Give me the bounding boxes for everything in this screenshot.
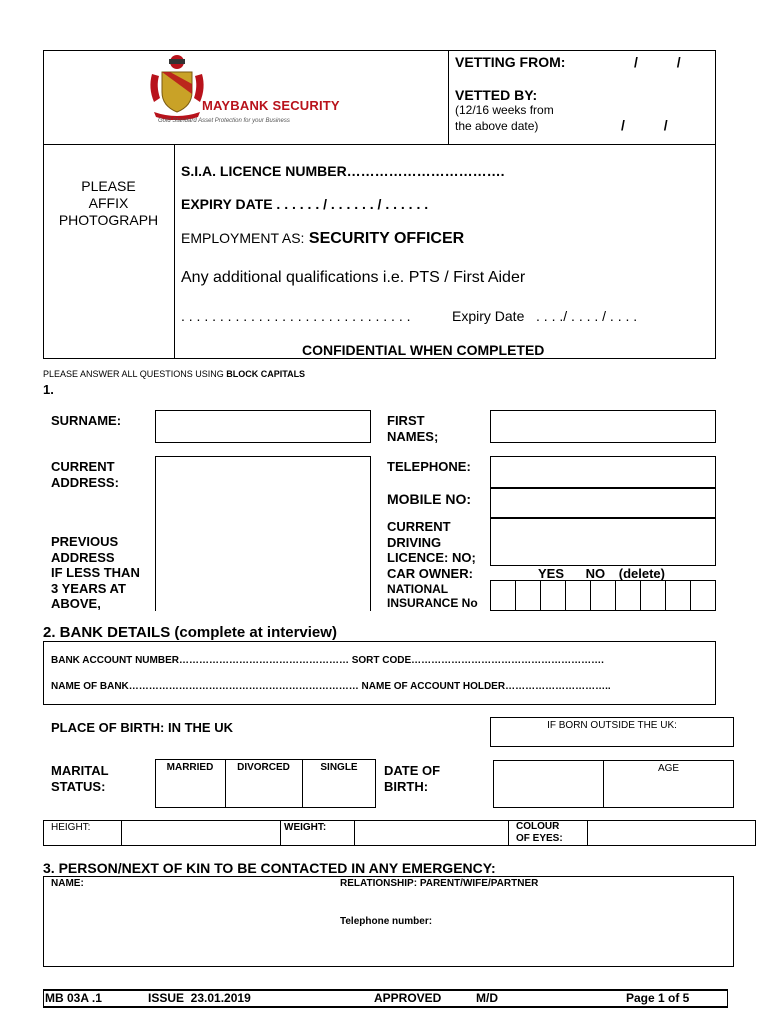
instructions-emphasis: BLOCK CAPITALS [226,369,306,379]
photo-line-3: PHOTOGRAPH [58,212,159,228]
vetted-by-label: VETTED BY: [455,87,538,103]
qualification-expiry[interactable]: Expiry Date . . . ./ . . . . / . . . . [452,308,638,324]
employment-role: SECURITY OFFICER [308,230,465,247]
marital-line-1: MARITAL [51,763,109,778]
qualification-dots[interactable]: . . . . . . . . . . . . . . . . . . . . . . . . . . . . . . [181,308,411,324]
confidential-notice: CONFIDENTIAL WHEN COMPLETED [302,342,545,358]
car-owner-label: CAR OWNER: [387,565,473,581]
approved-label: APPROVED [374,991,442,1005]
marital-line-2: STATUS: [51,778,106,794]
logo [146,54,346,134]
mobile-label: MOBILE NO: [387,491,471,507]
driving-licence-label [387,519,476,581]
driving-line-3: LICENCE: NO; [387,550,476,566]
first-names-line-1: FIRST [387,413,425,428]
current-address-line-1: CURRENT [51,459,115,474]
first-names-field[interactable] [490,410,716,443]
vetted-by-date: / / [621,117,668,133]
employment-prefix: EMPLOYMENT AS: [181,230,305,246]
photo-line-2: AFFIX [88,195,129,211]
bank-details-box [43,641,716,705]
vetted-by-note-1: (12/16 weeks from [455,103,554,117]
instructions [43,369,305,379]
eyes-line-1: COLOUR [516,821,560,832]
approved-by: M/D [476,991,498,1005]
section-3-title: 3. PERSON/NEXT OF KIN TO BE CONTACTED IN ANY EMERGENCY: [43,860,496,876]
driving-line-2: DRIVING [387,534,442,550]
licence-expiry-date[interactable]: EXPIRY DATE . . . . . . / . . . . . . / . . . . . . [181,196,429,212]
surname-label: SURNAME: [51,413,122,428]
car-owner-no[interactable]: NO [585,566,606,581]
first-names-line-2: NAMES; [387,428,439,444]
ni-line-1: NATIONAL [387,582,449,596]
ni-label [387,582,478,611]
emergency-relationship-label: RELATIONSHIP: PARENT/WIFE/PARTNER [340,878,539,889]
additional-qualifications: Any additional qualifications i.e. PTS / First Aider [181,269,526,286]
previous-address-label [51,534,140,612]
previous-line-3: IF LESS THAN [51,565,140,581]
instructions-prefix: PLEASE ANSWER ALL QUESTIONS USING [43,369,227,379]
eye-colour-field[interactable] [588,821,755,845]
date-of-birth-label [384,763,440,794]
ni-line-2: INSURANCE No [387,596,478,611]
maybank-crest-icon [146,54,208,120]
form-code: MB 03A .1 [45,991,102,1005]
mobile-field[interactable] [490,488,716,518]
eye-colour-label [516,821,563,845]
previous-line-4: 3 YEARS AT [51,580,126,596]
section-1-number: 1. [43,382,54,397]
page-number: Page 1 of 5 [626,991,690,1005]
previous-line-5: ABOVE, [51,596,101,612]
dob-line-1: DATE OF [384,763,441,778]
marital-divorced[interactable]: DIVORCED [237,762,290,773]
first-names-label [387,413,438,444]
section-2-title: 2. BANK DETAILS (complete at interview) [43,624,337,641]
sia-licence-number[interactable]: S.I.A. LICENCE NUMBER……………………………. [181,163,505,179]
employment-as [181,230,464,248]
photo-placeholder [43,178,174,229]
emergency-name-label: NAME: [51,878,84,889]
previous-line-2: ADDRESS [51,549,115,565]
height-label: HEIGHT: [51,822,91,833]
previous-line-1: PREVIOUS [51,534,119,549]
emergency-telephone-label: Telephone number: [340,916,433,927]
issue-date: ISSUE 23.01.2019 [148,991,251,1005]
surname-field[interactable] [155,410,371,443]
marital-married[interactable]: MARRIED [166,762,214,773]
current-address-label [51,459,119,490]
car-owner-delete: (delete) [618,566,665,581]
marital-single[interactable]: SINGLE [320,762,358,773]
born-outside-uk-label: IF BORN OUTSIDE THE UK: [547,720,677,731]
height-field[interactable] [122,821,279,845]
vetting-from-date: / / [634,54,681,70]
car-owner-options[interactable] [538,566,665,581]
place-of-birth: PLACE OF BIRTH: IN THE UK [51,720,233,735]
brand-tagline: Gold Standard Asset Protection for your Business [158,118,290,124]
vetted-by-note-2: the above date) [455,119,539,133]
telephone-field[interactable] [490,456,716,488]
age-label: AGE [657,763,680,774]
car-owner-yes[interactable]: YES [538,566,565,581]
telephone-label: TELEPHONE: [387,459,471,474]
driving-licence-field[interactable] [490,518,716,566]
current-address-line-2: ADDRESS: [51,474,119,490]
weight-label: WEIGHT: [284,822,327,833]
eyes-line-2: OF EYES: [516,833,563,844]
address-field[interactable] [155,456,371,611]
bank-account-line[interactable]: BANK ACCOUNT NUMBER…………………………………………… SORT CODE…………………………………………………. [51,655,604,666]
brand-name: MAYBANK SECURITY [202,98,340,113]
marital-status-label [51,763,109,794]
vetting-from-label: VETTING FROM: [455,54,566,70]
weight-field[interactable] [355,821,507,845]
ni-number-field[interactable] [490,580,716,611]
dob-line-2: BIRTH: [384,778,429,794]
bank-name-line[interactable]: NAME OF BANK…………………………………………………………… NAME OF ACCOUNT HOLDER………………………….. [51,681,611,692]
photo-line-1: PLEASE [81,178,136,194]
driving-line-1: CURRENT [387,519,451,534]
